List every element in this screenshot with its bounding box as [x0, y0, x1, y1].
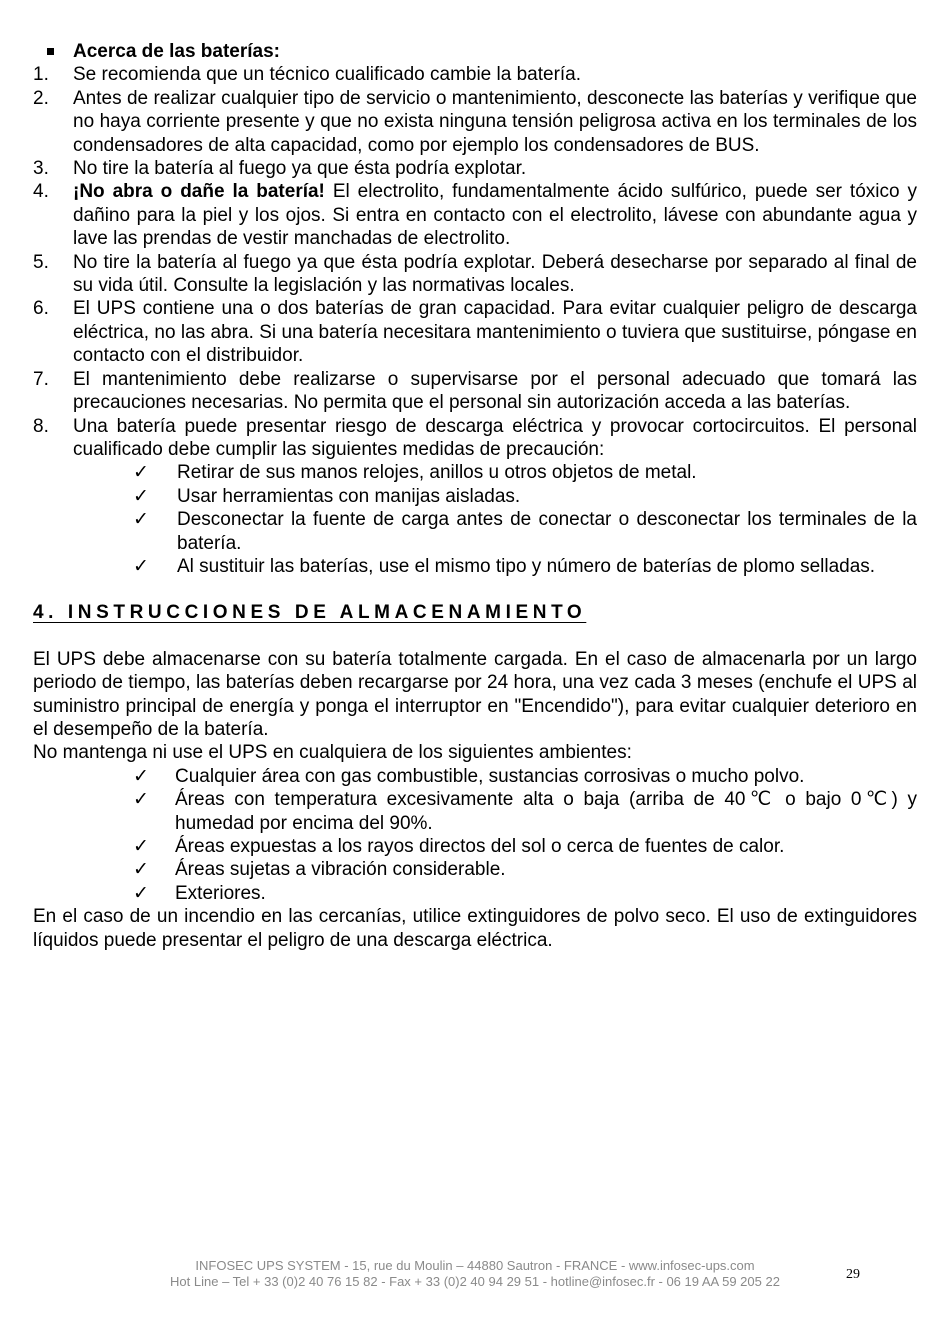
battery-safety-list	[33, 63, 917, 461]
fire-paragraph: En el caso de un incendio en las cercanías, utilice extinguidores de polvo seco. El uso de extinguidores líquidos puede presentar el peligro de una descarga eléctrica.	[33, 906, 917, 951]
list-item: ✓ Desconectar la fuente de carga antes de conectar o desconectar los terminales de la batería.	[133, 509, 917, 554]
precautions-checklist	[33, 461, 917, 578]
list-item: 4. ¡No abra o dañe la batería! El electrolito, fundamentalmente ácido sulfúrico, puede ser tóxico y dañino para la piel y los ojos. Si entra en contacto con el electrolito, lávese con abundante agua y lave las prendas de vestir manchadas de electrolito.	[33, 181, 917, 250]
page-number: 29	[846, 1267, 860, 1282]
list-item: 2. Antes de realizar cualquier tipo de servicio o mantenimiento, desconecte las baterías y verifique que no haya corriente presente y que no exista ninguna tensión peligrosa activa en los terminales de los condensadores de alta capacidad, como por ejemplo los condensadores de BUS.	[33, 87, 917, 156]
footer-address: INFOSEC UPS SYSTEM - 15, rue du Moulin – 44880 Sautron - FRANCE - www.infosec-ups.com	[195, 1258, 755, 1273]
check-icon: ✓	[133, 555, 149, 577]
document-page	[33, 40, 917, 952]
warning-bold-text: ¡No abra o dañe la batería!	[73, 181, 325, 203]
list-item: 3. No tire la batería al fuego ya que ésta podría explotar.	[33, 158, 527, 180]
storage-lead: No mantenga ni use el UPS en cualquiera de los siguientes ambientes:	[33, 742, 632, 764]
list-item: ✓ Retirar de sus manos relojes, anillos u otros objetos de metal.	[133, 462, 697, 484]
list-item: ✓ Cualquier área con gas combustible, sustancias corrosivas o mucho polvo.	[133, 765, 805, 787]
check-icon: ✓	[133, 859, 149, 881]
check-icon: ✓	[133, 789, 149, 811]
list-item: ✓ Áreas sujetas a vibración considerable.	[133, 859, 506, 881]
square-bullet-icon	[47, 48, 54, 55]
list-item: ✓ Áreas expuestas a los rayos directos del sol o cerca de fuentes de calor.	[133, 836, 785, 857]
check-icon: ✓	[133, 882, 149, 904]
list-item: 7. El mantenimiento debe realizarse o supervisarse por el personal adecuado que tomará las precauciones necesarias. No permita que el personal sin autorización acceda a las baterías.	[33, 368, 917, 414]
list-item: ✓ Al sustituir las baterías, use el mismo tipo y número de baterías de plomo selladas.	[133, 555, 876, 577]
list-item: 6. El UPS contiene una o dos baterías de gran capacidad. Para evitar cualquier peligro de descarga eléctrica, no las abra. Si una batería necesitara mantenimiento o tuviera que sustituirse, póngase en contacto con el distribuidor.	[33, 298, 917, 367]
list-item: 5. No tire la batería al fuego ya que ésta podría explotar. Deberá desecharse por separado al final de su vida útil. Consulte la legislación y las normativas locales.	[33, 251, 917, 297]
footer-hotline: Hot Line – Tel + 33 (0)2 40 76 15 82 - Fax + 33 (0)2 40 94 29 51 - hotline@infosec.fr - 06 19 AA 59 205 22	[170, 1273, 780, 1289]
environments-checklist	[33, 765, 917, 905]
list-item: 1. Se recomienda que un técnico cualificado cambie la batería.	[33, 64, 582, 86]
list-item: 8. Una batería puede presentar riesgo de descarga eléctrica y provocar cortocircuitos. El personal cualificado debe cumplir las siguientes medidas de precaución:	[33, 415, 917, 460]
list-item: ✓ Áreas con temperatura excesivamente alta o baja (arriba de 40℃ o bajo 0℃) y humedad por encima del 90%.	[133, 789, 917, 834]
check-icon: ✓	[133, 485, 149, 507]
section-title: 4. INSTRUCCIONES DE ALMACENAMIENTO	[33, 602, 587, 624]
storage-intro: El UPS debe almacenarse con su batería totalmente cargada. En el caso de almacenarla por un largo periodo de tiempo, las baterías deben recargarse por 24 hora, una vez cada 3 meses (enchufe el UPS al suministro principal de energía y ponga el interruptor en "Encendido"), para evitar cualquier deterioro en el desempeño de la batería.	[33, 648, 917, 740]
check-icon: ✓	[133, 836, 149, 857]
check-icon: ✓	[133, 765, 149, 787]
page-footer	[0, 1258, 950, 1289]
list-item: ✓ Usar herramientas con manijas aisladas.	[133, 485, 521, 507]
list-item: ✓ Exteriores.	[133, 882, 266, 904]
batteries-heading: Acerca de las baterías:	[33, 40, 917, 63]
check-icon: ✓	[133, 462, 149, 484]
check-icon: ✓	[133, 509, 149, 531]
